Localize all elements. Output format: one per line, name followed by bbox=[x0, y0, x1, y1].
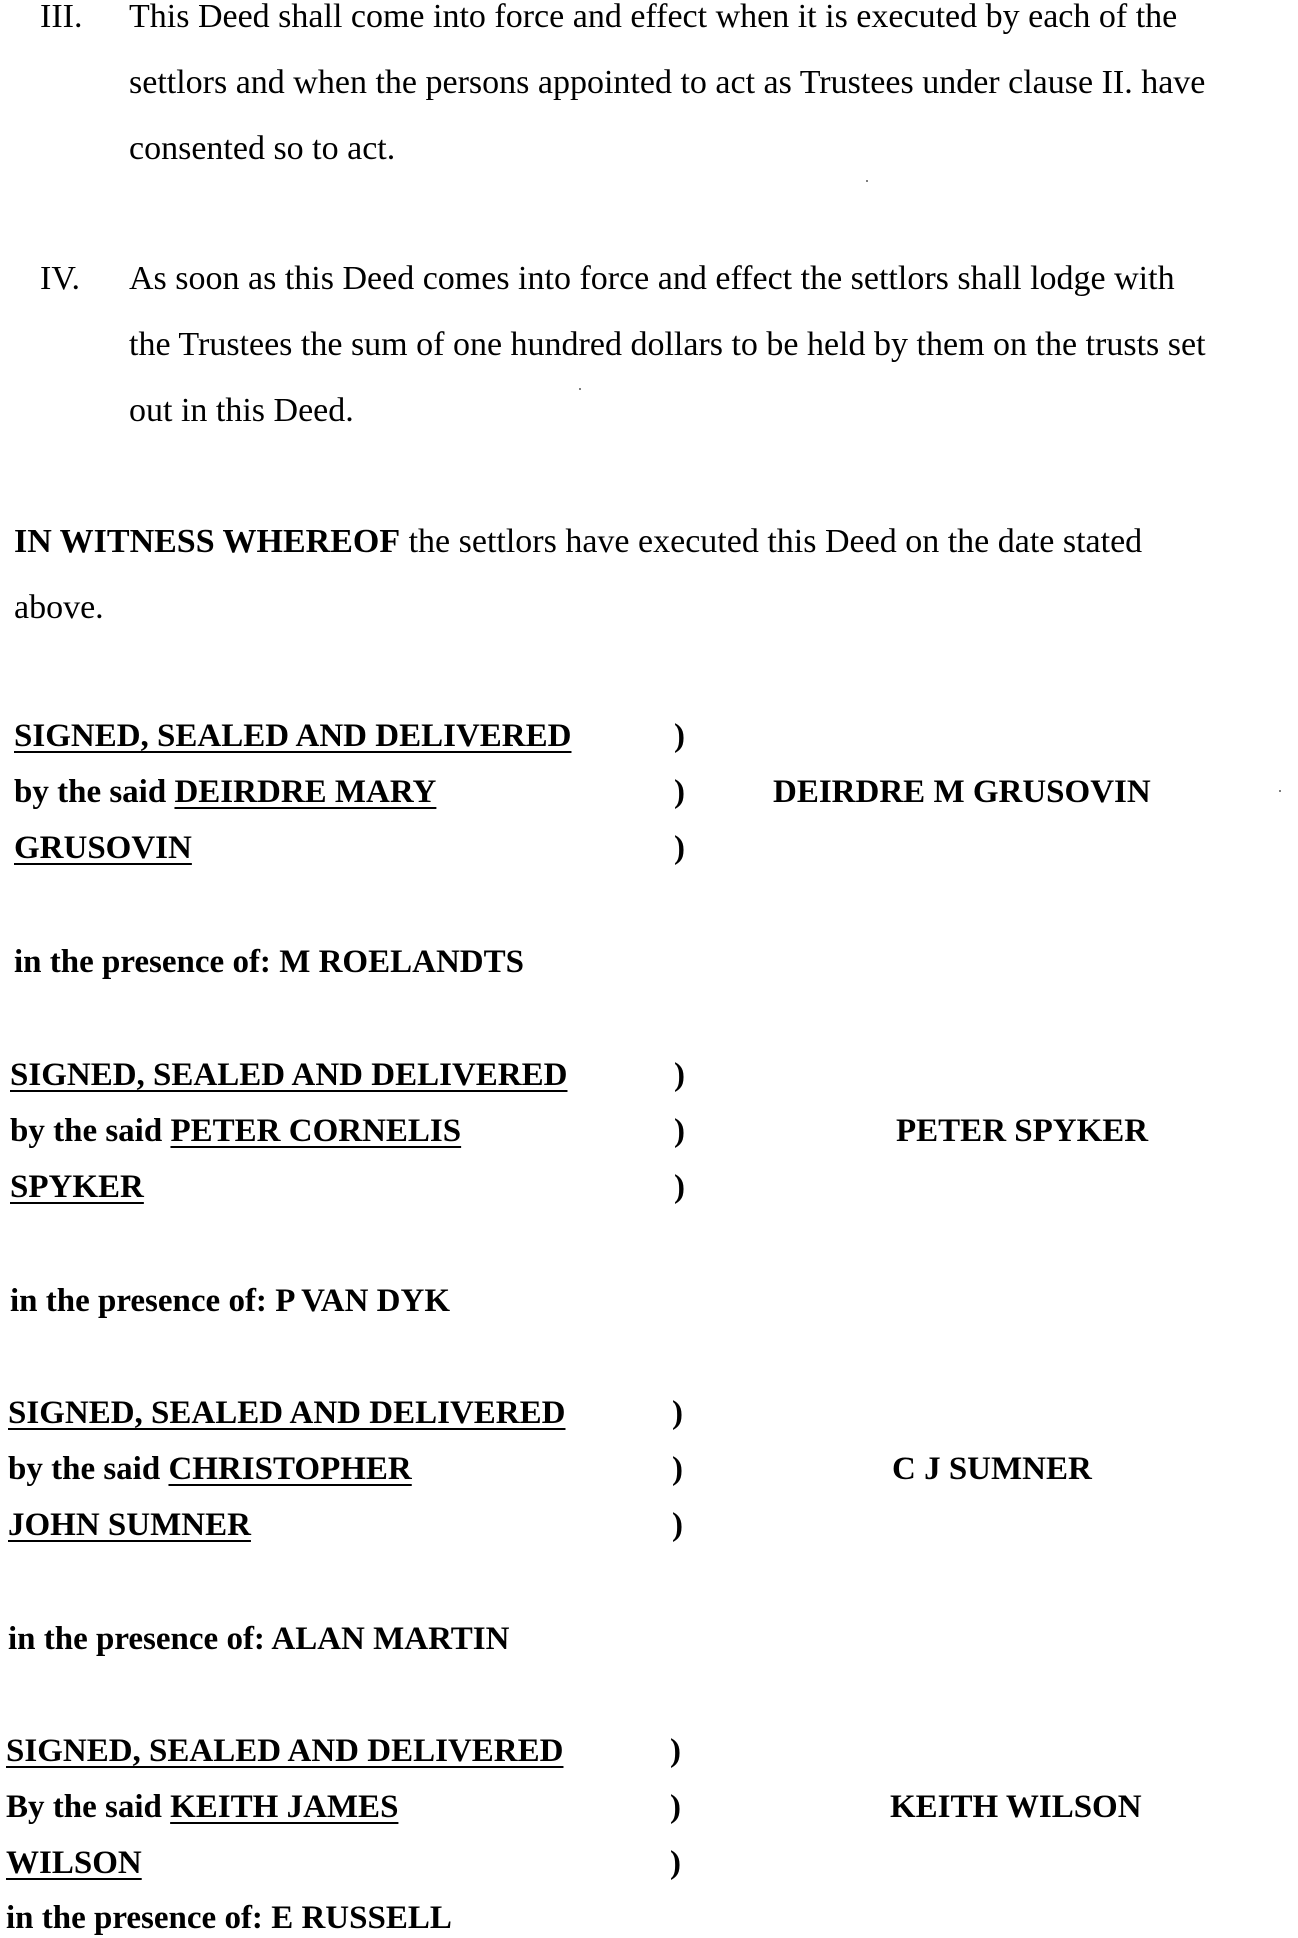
bracket: ) bbox=[674, 718, 685, 754]
clause-line: out in this Deed. bbox=[129, 392, 354, 429]
signature-name: C J SUMNER bbox=[892, 1451, 1092, 1487]
by-the-said: by the said CHRISTOPHER bbox=[8, 1451, 412, 1487]
signatory-name: CHRISTOPHER bbox=[168, 1451, 412, 1487]
bracket: ) bbox=[674, 1169, 685, 1205]
clause-line: This Deed shall come into force and effect when it is executed by each of the bbox=[129, 0, 1178, 35]
witness-name: E RUSSELL bbox=[271, 1900, 452, 1936]
signed-heading: SIGNED, SEALED AND DELIVERED bbox=[6, 1733, 564, 1769]
witness-name: P VAN DYK bbox=[275, 1283, 451, 1319]
signed-heading: SIGNED, SEALED AND DELIVERED bbox=[14, 718, 572, 754]
presence-line: in the presence of: P VAN DYK bbox=[10, 1283, 451, 1319]
signatory-name-cont: WILSON bbox=[6, 1845, 142, 1881]
witness-line-2: above. bbox=[14, 589, 104, 626]
witness-name: M ROELANDTS bbox=[279, 944, 524, 980]
presence-line: in the presence of: E RUSSELL bbox=[6, 1900, 452, 1936]
signatory-name-cont: GRUSOVIN bbox=[14, 830, 192, 866]
signatory-name: KEITH JAMES bbox=[170, 1789, 399, 1825]
signature-name: KEITH WILSON bbox=[890, 1789, 1142, 1825]
signatory-name-cont: SPYKER bbox=[10, 1169, 144, 1205]
bracket: ) bbox=[674, 1057, 685, 1093]
presence-line: in the presence of: ALAN MARTIN bbox=[8, 1621, 510, 1657]
clause-text bbox=[129, 0, 1269, 182]
presence-line: in the presence of: M ROELANDTS bbox=[14, 944, 524, 980]
clause-line: settlors and when the persons appointed to act as Trustees under clause II. have bbox=[129, 64, 1206, 101]
bracket: ) bbox=[672, 1451, 683, 1487]
by-the-said: By the said KEITH JAMES bbox=[6, 1789, 399, 1825]
clause-line: As soon as this Deed comes into force and effect the settlors shall lodge with bbox=[129, 260, 1175, 297]
signed-heading: SIGNED, SEALED AND DELIVERED bbox=[8, 1395, 566, 1431]
bracket: ) bbox=[674, 1113, 685, 1149]
clause-text bbox=[129, 246, 1269, 444]
signatory-name-cont: JOHN SUMNER bbox=[8, 1507, 251, 1543]
signatory-name: DEIRDRE MARY bbox=[174, 774, 437, 810]
by-the-said: by the said DEIRDRE MARY bbox=[14, 774, 437, 810]
witness-clause bbox=[14, 509, 1274, 641]
witness-rest: the settlors have executed this Deed on the date stated bbox=[400, 523, 1143, 560]
witness-name: ALAN MARTIN bbox=[271, 1621, 510, 1657]
signature-name: DEIRDRE M GRUSOVIN bbox=[773, 774, 1151, 810]
bracket: ) bbox=[670, 1733, 681, 1769]
witness-line-1 bbox=[14, 509, 1274, 575]
bracket: ) bbox=[674, 830, 685, 866]
clause-line: the Trustees the sum of one hundred dollars to be held by them on the trusts set bbox=[129, 326, 1206, 363]
by-the-said: by the said PETER CORNELIS bbox=[10, 1113, 462, 1149]
bracket: ) bbox=[670, 1845, 681, 1881]
clause-line: consented so to act. bbox=[129, 130, 396, 167]
bracket: ) bbox=[672, 1507, 683, 1543]
witness-lead: IN WITNESS WHEREOF bbox=[14, 523, 401, 560]
scan-speck bbox=[579, 388, 581, 390]
bracket: ) bbox=[670, 1789, 681, 1825]
bracket: ) bbox=[672, 1395, 683, 1431]
clause-number: III. bbox=[40, 0, 83, 35]
signed-heading: SIGNED, SEALED AND DELIVERED bbox=[10, 1057, 568, 1093]
scan-speck bbox=[866, 180, 868, 182]
signatory-name: PETER CORNELIS bbox=[170, 1113, 462, 1149]
clause-number: IV. bbox=[40, 260, 80, 297]
scan-speck bbox=[1279, 790, 1281, 792]
signature-name: PETER SPYKER bbox=[896, 1113, 1149, 1149]
bracket: ) bbox=[674, 774, 685, 810]
